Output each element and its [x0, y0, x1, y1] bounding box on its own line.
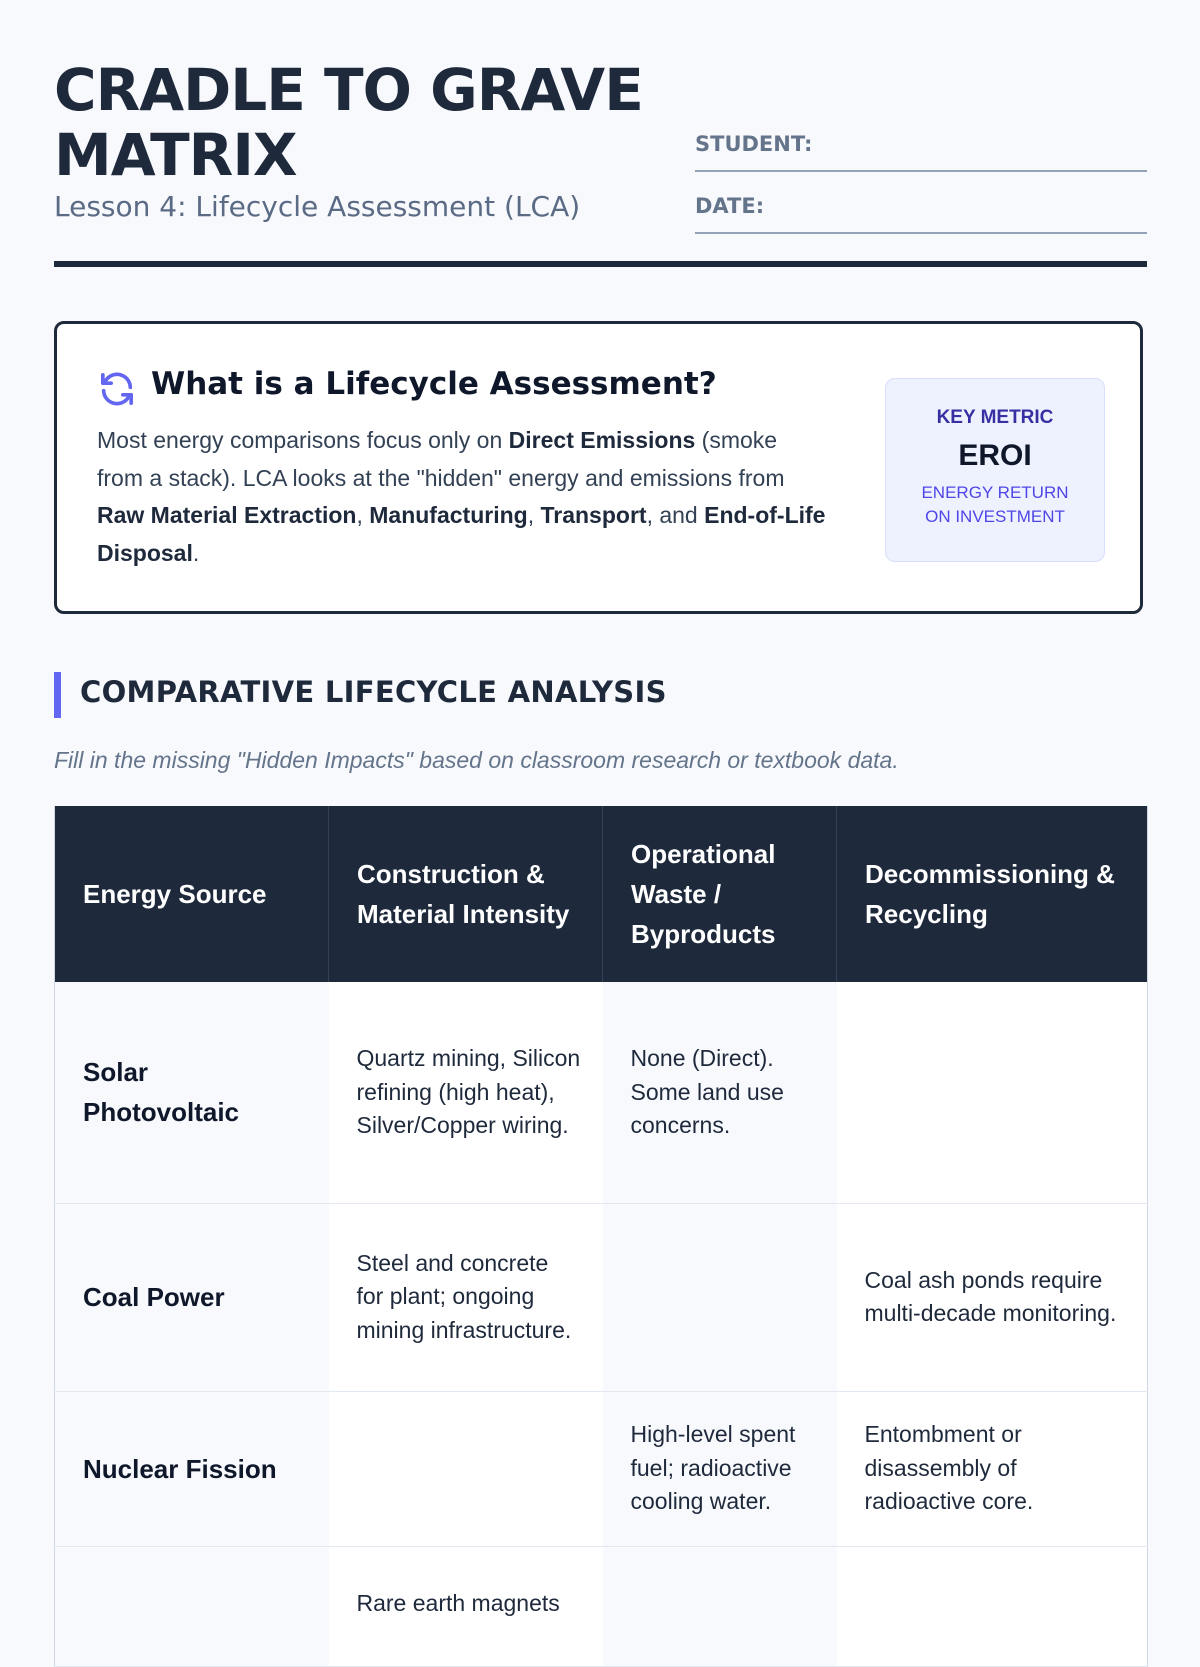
date-label: DATE: — [695, 194, 765, 218]
operational-waste-cell: None (Direct). Some land use concerns. — [603, 982, 837, 1203]
info-bold-term: End-of-Life Disposal — [97, 502, 826, 566]
metric-label: KEY METRIC — [936, 407, 1054, 428]
info-bold-term: Direct Emissions — [508, 427, 696, 453]
info-text: , — [356, 502, 370, 528]
info-text: , — [527, 502, 541, 528]
decommissioning-cell: Coal ash ponds require multi-decade monitoring. — [837, 1203, 1148, 1391]
column-header: Decommissioning & Recycling — [837, 806, 1148, 982]
info-description — [97, 422, 827, 572]
operational-waste-cell: High-level spent fuel; radioactive cooling water. — [603, 1391, 837, 1546]
metric-description: ENERGY RETURN ON INVESTMENT — [921, 483, 1069, 526]
energy-source-cell: Nuclear Fission — [55, 1391, 329, 1546]
operational-waste-cell — [603, 1546, 837, 1666]
header-divider — [54, 261, 1147, 267]
date-field[interactable] — [695, 192, 1147, 234]
construction-cell: Rare earth magnets — [329, 1546, 603, 1666]
info-text: . — [192, 539, 200, 566]
worksheet-page — [54, 0, 1147, 1616]
construction-cell: Steel and concrete for plant; ongoing mining infrastructure. — [329, 1203, 603, 1391]
operational-waste-cell-blank[interactable] — [603, 1203, 837, 1391]
energy-source-cell: Coal Power — [55, 1203, 329, 1391]
page-title: CRADLE TO GRAVE MATRIX — [54, 56, 643, 189]
column-header: Energy Source — [55, 806, 329, 982]
worksheet-header — [54, 0, 1147, 268]
decommissioning-cell — [837, 1546, 1148, 1666]
construction-cell-blank[interactable] — [329, 1391, 603, 1546]
column-header: Operational Waste / Byproducts — [603, 806, 837, 982]
student-label: STUDENT: — [695, 132, 813, 156]
lesson-subtitle: Lesson 4: Lifecycle Assessment (LCA) — [54, 190, 581, 223]
section-title: COMPARATIVE LIFECYCLE ANALYSIS — [80, 675, 667, 709]
info-text: Most energy comparisons focus only on — [97, 427, 509, 453]
student-name-field[interactable] — [695, 130, 1147, 172]
info-bold-term: Transport — [540, 502, 647, 528]
construction-cell: Quartz mining, Silicon refining (high heat), Silver/Copper wiring. — [329, 982, 603, 1203]
info-bold-term: Manufacturing — [369, 502, 528, 528]
refresh-cycle-icon — [97, 369, 137, 409]
lca-info-box — [54, 321, 1143, 614]
energy-source-cell: Solar Photovoltaic — [55, 982, 329, 1203]
decommissioning-cell-blank[interactable] — [837, 982, 1148, 1203]
table-row — [55, 982, 1148, 1203]
column-header: Construction & Material Intensity — [329, 806, 603, 982]
section-accent-bar — [54, 672, 61, 718]
section-instructions: Fill in the missing "Hidden Impacts" based on classroom research or textbook data. — [54, 747, 899, 773]
info-text: (smoke from a stack). LCA looks at the "hidden" energy and emissions from — [97, 427, 785, 491]
lifecycle-matrix-table — [54, 806, 1148, 1667]
table-row — [55, 1203, 1148, 1391]
metric-value: EROI — [958, 439, 1032, 472]
info-heading: What is a Lifecycle Assessment? — [151, 366, 717, 402]
info-bold-term: Raw Material Extraction — [97, 502, 357, 528]
energy-source-cell — [55, 1546, 329, 1666]
decommissioning-cell: Entombment or disassembly of radioactive core. — [837, 1391, 1148, 1546]
info-text: , and — [646, 502, 705, 528]
table-row — [55, 1546, 1148, 1666]
table-row — [55, 1391, 1148, 1546]
key-metric-card — [885, 378, 1105, 562]
table-header-row — [55, 806, 1148, 982]
